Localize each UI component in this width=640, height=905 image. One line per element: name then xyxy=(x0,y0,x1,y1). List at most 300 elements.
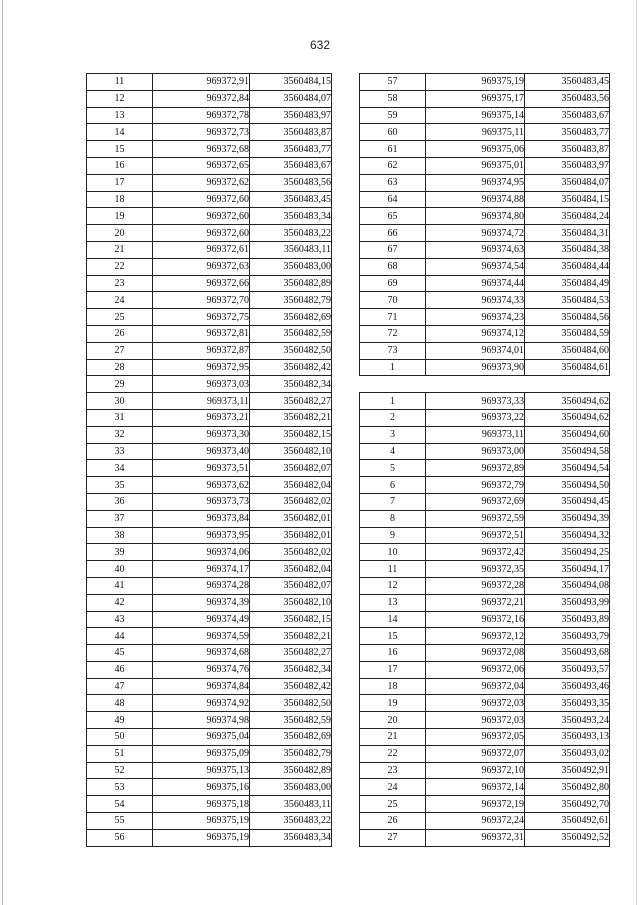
y-coordinate-cell: 3560483,00 xyxy=(250,779,332,796)
x-coordinate-cell: 969373,51 xyxy=(153,460,250,477)
x-coordinate-cell: 969374,88 xyxy=(426,191,525,208)
table-row xyxy=(87,493,332,510)
y-coordinate-cell: 3560492,52 xyxy=(525,829,610,846)
point-number-cell: 43 xyxy=(87,611,153,628)
y-coordinate-cell: 3560494,54 xyxy=(525,460,610,477)
x-coordinate-cell: 969373,00 xyxy=(426,443,525,460)
point-number-cell: 65 xyxy=(360,208,426,225)
x-coordinate-cell: 969373,84 xyxy=(153,510,250,527)
x-coordinate-cell: 969374,63 xyxy=(426,241,525,258)
point-number-cell: 14 xyxy=(360,611,426,628)
y-coordinate-cell: 3560483,67 xyxy=(525,107,610,124)
x-coordinate-cell: 969374,76 xyxy=(153,661,250,678)
table-row xyxy=(87,527,332,544)
x-coordinate-cell: 969372,06 xyxy=(426,661,525,678)
y-coordinate-cell: 3560484,60 xyxy=(525,342,610,359)
x-coordinate-cell: 969375,19 xyxy=(426,74,525,91)
y-coordinate-cell: 3560482,79 xyxy=(250,292,332,309)
point-number-cell: 23 xyxy=(87,275,153,292)
y-coordinate-cell: 3560493,46 xyxy=(525,678,610,695)
point-number-cell: 2 xyxy=(360,409,426,426)
y-coordinate-cell: 3560492,70 xyxy=(525,796,610,813)
x-coordinate-cell: 969372,66 xyxy=(153,275,250,292)
point-number-cell: 44 xyxy=(87,628,153,645)
x-coordinate-cell: 969375,14 xyxy=(426,107,525,124)
y-coordinate-cell: 3560482,27 xyxy=(250,393,332,410)
point-number-cell: 10 xyxy=(360,544,426,561)
point-number-cell: 56 xyxy=(87,829,153,846)
table-row xyxy=(360,510,610,527)
y-coordinate-cell: 3560493,99 xyxy=(525,594,610,611)
y-coordinate-cell: 3560482,10 xyxy=(250,594,332,611)
coordinates-table-left xyxy=(86,73,332,847)
y-coordinate-cell: 3560493,35 xyxy=(525,695,610,712)
point-number-cell: 1 xyxy=(360,359,426,376)
point-number-cell: 29 xyxy=(87,376,153,393)
table-row xyxy=(360,409,610,426)
table-row xyxy=(360,796,610,813)
y-coordinate-cell: 3560494,58 xyxy=(525,443,610,460)
point-number-cell: 47 xyxy=(87,678,153,695)
y-coordinate-cell: 3560493,57 xyxy=(525,661,610,678)
y-coordinate-cell: 3560482,04 xyxy=(250,561,332,578)
y-coordinate-cell: 3560483,00 xyxy=(250,258,332,275)
point-number-cell: 48 xyxy=(87,695,153,712)
y-coordinate-cell: 3560493,24 xyxy=(525,712,610,729)
point-number-cell: 59 xyxy=(360,107,426,124)
point-number-cell: 33 xyxy=(87,443,153,460)
x-coordinate-cell: 969372,21 xyxy=(426,594,525,611)
x-coordinate-cell: 969372,69 xyxy=(426,493,525,510)
point-number-cell: 38 xyxy=(87,527,153,544)
y-coordinate-cell: 3560492,80 xyxy=(525,779,610,796)
y-coordinate-cell: 3560482,59 xyxy=(250,712,332,729)
y-coordinate-cell: 3560482,02 xyxy=(250,493,332,510)
x-coordinate-cell: 969375,04 xyxy=(153,729,250,746)
x-coordinate-cell: 969373,40 xyxy=(153,443,250,460)
table-row xyxy=(360,74,610,91)
table-row xyxy=(87,359,332,376)
y-coordinate-cell: 3560494,62 xyxy=(525,393,610,410)
x-coordinate-cell: 969372,62 xyxy=(153,174,250,191)
x-coordinate-cell: 969375,13 xyxy=(153,762,250,779)
scan-edge-left xyxy=(2,0,3,905)
point-number-cell: 51 xyxy=(87,745,153,762)
table-row xyxy=(87,393,332,410)
x-coordinate-cell: 969372,42 xyxy=(426,544,525,561)
x-coordinate-cell: 969374,01 xyxy=(426,342,525,359)
table-row xyxy=(87,577,332,594)
y-coordinate-cell: 3560494,08 xyxy=(525,577,610,594)
table-row xyxy=(360,577,610,594)
x-coordinate-cell: 969375,17 xyxy=(426,90,525,107)
x-coordinate-cell: 969374,12 xyxy=(426,325,525,342)
table-row xyxy=(360,594,610,611)
y-coordinate-cell: 3560484,07 xyxy=(250,90,332,107)
x-coordinate-cell: 969374,39 xyxy=(153,594,250,611)
y-coordinate-cell: 3560483,56 xyxy=(525,90,610,107)
table-row xyxy=(360,141,610,158)
table-row xyxy=(360,544,610,561)
point-number-cell: 71 xyxy=(360,309,426,326)
table-row xyxy=(87,342,332,359)
table-row xyxy=(360,107,610,124)
point-number-cell: 8 xyxy=(360,510,426,527)
x-coordinate-cell: 969374,95 xyxy=(426,174,525,191)
y-coordinate-cell: 3560484,15 xyxy=(525,191,610,208)
y-coordinate-cell: 3560484,44 xyxy=(525,258,610,275)
point-number-cell: 50 xyxy=(87,729,153,746)
table-row xyxy=(360,208,610,225)
table-row xyxy=(87,796,332,813)
point-number-cell: 69 xyxy=(360,275,426,292)
y-coordinate-cell: 3560492,91 xyxy=(525,762,610,779)
y-coordinate-cell: 3560484,59 xyxy=(525,325,610,342)
point-number-cell: 3 xyxy=(360,426,426,443)
point-number-cell: 25 xyxy=(87,309,153,326)
y-coordinate-cell: 3560483,22 xyxy=(250,813,332,830)
y-coordinate-cell: 3560483,11 xyxy=(250,796,332,813)
y-coordinate-cell: 3560484,15 xyxy=(250,74,332,91)
table-row xyxy=(87,745,332,762)
x-coordinate-cell: 969375,11 xyxy=(426,124,525,141)
table-row xyxy=(87,107,332,124)
point-number-cell: 17 xyxy=(87,174,153,191)
point-number-cell: 35 xyxy=(87,477,153,494)
x-coordinate-cell: 969374,80 xyxy=(426,208,525,225)
scan-edge-right xyxy=(636,0,637,905)
point-number-cell: 13 xyxy=(87,107,153,124)
y-coordinate-cell: 3560482,50 xyxy=(250,342,332,359)
x-coordinate-cell: 969372,24 xyxy=(426,813,525,830)
table-row xyxy=(87,191,332,208)
section-separator-row xyxy=(360,376,610,393)
y-coordinate-cell: 3560482,89 xyxy=(250,762,332,779)
table-row xyxy=(360,342,610,359)
table-row xyxy=(360,275,610,292)
point-number-cell: 30 xyxy=(87,393,153,410)
y-coordinate-cell: 3560482,42 xyxy=(250,678,332,695)
x-coordinate-cell: 969375,09 xyxy=(153,745,250,762)
x-coordinate-cell: 969373,21 xyxy=(153,409,250,426)
point-number-cell: 15 xyxy=(87,141,153,158)
point-number-cell: 39 xyxy=(87,544,153,561)
table-row xyxy=(87,309,332,326)
y-coordinate-cell: 3560494,45 xyxy=(525,493,610,510)
x-coordinate-cell: 969374,33 xyxy=(426,292,525,309)
point-number-cell: 67 xyxy=(360,241,426,258)
point-number-cell: 45 xyxy=(87,645,153,662)
table-row xyxy=(87,544,332,561)
table-row xyxy=(360,225,610,242)
point-number-cell: 25 xyxy=(360,796,426,813)
x-coordinate-cell: 969372,91 xyxy=(153,74,250,91)
x-coordinate-cell: 969374,84 xyxy=(153,678,250,695)
x-coordinate-cell: 969372,59 xyxy=(426,510,525,527)
y-coordinate-cell: 3560494,25 xyxy=(525,544,610,561)
point-number-cell: 24 xyxy=(87,292,153,309)
point-number-cell: 61 xyxy=(360,141,426,158)
y-coordinate-cell: 3560483,67 xyxy=(250,157,332,174)
point-number-cell: 52 xyxy=(87,762,153,779)
x-coordinate-cell: 969372,81 xyxy=(153,325,250,342)
y-coordinate-cell: 3560484,24 xyxy=(525,208,610,225)
table-row xyxy=(360,191,610,208)
point-number-cell: 11 xyxy=(360,561,426,578)
point-number-cell: 9 xyxy=(360,527,426,544)
table-row xyxy=(87,561,332,578)
x-coordinate-cell: 969372,35 xyxy=(426,561,525,578)
x-coordinate-cell: 969372,08 xyxy=(426,645,525,662)
x-coordinate-cell: 969372,03 xyxy=(426,695,525,712)
point-number-cell: 21 xyxy=(360,729,426,746)
table-row xyxy=(87,426,332,443)
y-coordinate-cell: 3560494,62 xyxy=(525,409,610,426)
table-row xyxy=(87,258,332,275)
x-coordinate-cell: 969373,33 xyxy=(426,393,525,410)
table-row xyxy=(87,661,332,678)
y-coordinate-cell: 3560493,89 xyxy=(525,611,610,628)
y-coordinate-cell: 3560494,60 xyxy=(525,426,610,443)
y-coordinate-cell: 3560483,22 xyxy=(250,225,332,242)
x-coordinate-cell: 969372,84 xyxy=(153,90,250,107)
x-coordinate-cell: 969373,90 xyxy=(426,359,525,376)
table-row xyxy=(360,729,610,746)
table-row xyxy=(360,645,610,662)
x-coordinate-cell: 969372,28 xyxy=(426,577,525,594)
point-number-cell: 36 xyxy=(87,493,153,510)
table-row xyxy=(360,678,610,695)
y-coordinate-cell: 3560482,27 xyxy=(250,645,332,662)
y-coordinate-cell: 3560493,79 xyxy=(525,628,610,645)
x-coordinate-cell: 969372,03 xyxy=(426,712,525,729)
x-coordinate-cell: 969373,22 xyxy=(426,409,525,426)
x-coordinate-cell: 969372,61 xyxy=(153,241,250,258)
y-coordinate-cell: 3560484,38 xyxy=(525,241,610,258)
y-coordinate-cell: 3560483,77 xyxy=(525,124,610,141)
point-number-cell: 37 xyxy=(87,510,153,527)
x-coordinate-cell: 969372,04 xyxy=(426,678,525,695)
table-row xyxy=(87,90,332,107)
point-number-cell: 42 xyxy=(87,594,153,611)
x-coordinate-cell: 969375,18 xyxy=(153,796,250,813)
y-coordinate-cell: 3560483,45 xyxy=(525,74,610,91)
table-row xyxy=(87,174,332,191)
point-number-cell: 11 xyxy=(87,74,153,91)
table-row xyxy=(87,695,332,712)
table-row xyxy=(87,325,332,342)
y-coordinate-cell: 3560482,15 xyxy=(250,426,332,443)
point-number-cell: 73 xyxy=(360,342,426,359)
y-coordinate-cell: 3560483,97 xyxy=(525,157,610,174)
y-coordinate-cell: 3560494,39 xyxy=(525,510,610,527)
x-coordinate-cell: 969372,87 xyxy=(153,342,250,359)
table-row xyxy=(87,409,332,426)
point-number-cell: 26 xyxy=(360,813,426,830)
table-row xyxy=(87,729,332,746)
y-coordinate-cell: 3560483,56 xyxy=(250,174,332,191)
x-coordinate-cell: 969373,03 xyxy=(153,376,250,393)
table-row xyxy=(87,645,332,662)
point-number-cell: 55 xyxy=(87,813,153,830)
table-row xyxy=(360,174,610,191)
table-row xyxy=(87,460,332,477)
x-coordinate-cell: 969372,63 xyxy=(153,258,250,275)
y-coordinate-cell: 3560482,02 xyxy=(250,544,332,561)
x-coordinate-cell: 969372,16 xyxy=(426,611,525,628)
point-number-cell: 20 xyxy=(87,225,153,242)
x-coordinate-cell: 969372,73 xyxy=(153,124,250,141)
point-number-cell: 13 xyxy=(360,594,426,611)
y-coordinate-cell: 3560482,21 xyxy=(250,409,332,426)
table-row xyxy=(360,477,610,494)
y-coordinate-cell: 3560483,11 xyxy=(250,241,332,258)
table-row xyxy=(87,208,332,225)
y-coordinate-cell: 3560483,77 xyxy=(250,141,332,158)
table-row xyxy=(360,628,610,645)
point-number-cell: 22 xyxy=(360,745,426,762)
point-number-cell: 49 xyxy=(87,712,153,729)
point-number-cell: 1 xyxy=(360,393,426,410)
table-row xyxy=(360,325,610,342)
y-coordinate-cell: 3560482,34 xyxy=(250,661,332,678)
point-number-cell: 24 xyxy=(360,779,426,796)
table-row xyxy=(87,678,332,695)
x-coordinate-cell: 969374,44 xyxy=(426,275,525,292)
point-number-cell: 12 xyxy=(87,90,153,107)
point-number-cell: 68 xyxy=(360,258,426,275)
table-row xyxy=(360,443,610,460)
table-row xyxy=(360,241,610,258)
x-coordinate-cell: 969373,95 xyxy=(153,527,250,544)
table-row xyxy=(87,829,332,846)
point-number-cell: 5 xyxy=(360,460,426,477)
x-coordinate-cell: 969374,72 xyxy=(426,225,525,242)
point-number-cell: 16 xyxy=(360,645,426,662)
y-coordinate-cell: 3560484,61 xyxy=(525,359,610,376)
table-row xyxy=(87,275,332,292)
table-row xyxy=(360,661,610,678)
point-number-cell: 27 xyxy=(360,829,426,846)
table-row xyxy=(360,745,610,762)
y-coordinate-cell: 3560482,01 xyxy=(250,510,332,527)
point-number-cell: 63 xyxy=(360,174,426,191)
point-number-cell: 70 xyxy=(360,292,426,309)
table-row xyxy=(360,258,610,275)
table-row xyxy=(360,527,610,544)
table-row xyxy=(87,443,332,460)
point-number-cell: 16 xyxy=(87,157,153,174)
table-row xyxy=(360,712,610,729)
y-coordinate-cell: 3560482,15 xyxy=(250,611,332,628)
table-row xyxy=(360,124,610,141)
table-row xyxy=(360,561,610,578)
y-coordinate-cell: 3560482,01 xyxy=(250,527,332,544)
y-coordinate-cell: 3560482,69 xyxy=(250,729,332,746)
point-number-cell: 58 xyxy=(360,90,426,107)
y-coordinate-cell: 3560494,50 xyxy=(525,477,610,494)
y-coordinate-cell: 3560484,53 xyxy=(525,292,610,309)
table-row xyxy=(87,477,332,494)
y-coordinate-cell: 3560482,07 xyxy=(250,460,332,477)
table-row xyxy=(87,510,332,527)
y-coordinate-cell: 3560493,13 xyxy=(525,729,610,746)
y-coordinate-cell: 3560482,07 xyxy=(250,577,332,594)
table-row xyxy=(360,611,610,628)
table-row xyxy=(360,157,610,174)
table-row xyxy=(360,762,610,779)
table-row xyxy=(87,157,332,174)
y-coordinate-cell: 3560493,02 xyxy=(525,745,610,762)
point-number-cell: 19 xyxy=(87,208,153,225)
x-coordinate-cell: 969375,19 xyxy=(153,813,250,830)
y-coordinate-cell: 3560483,45 xyxy=(250,191,332,208)
table-row xyxy=(360,460,610,477)
point-number-cell: 34 xyxy=(87,460,153,477)
point-number-cell: 27 xyxy=(87,342,153,359)
y-coordinate-cell: 3560484,31 xyxy=(525,225,610,242)
point-number-cell: 6 xyxy=(360,477,426,494)
table-row xyxy=(360,359,610,376)
x-coordinate-cell: 969374,23 xyxy=(426,309,525,326)
table-row xyxy=(360,493,610,510)
y-coordinate-cell: 3560483,34 xyxy=(250,208,332,225)
separator-cell xyxy=(360,376,610,393)
point-number-cell: 18 xyxy=(360,678,426,695)
x-coordinate-cell: 969374,92 xyxy=(153,695,250,712)
table-row xyxy=(360,779,610,796)
x-coordinate-cell: 969372,78 xyxy=(153,107,250,124)
point-number-cell: 32 xyxy=(87,426,153,443)
table-row xyxy=(87,124,332,141)
x-coordinate-cell: 969375,16 xyxy=(153,779,250,796)
table-row xyxy=(360,292,610,309)
point-number-cell: 4 xyxy=(360,443,426,460)
x-coordinate-cell: 969372,89 xyxy=(426,460,525,477)
point-number-cell: 41 xyxy=(87,577,153,594)
x-coordinate-cell: 969372,19 xyxy=(426,796,525,813)
point-number-cell: 28 xyxy=(87,359,153,376)
point-number-cell: 64 xyxy=(360,191,426,208)
x-coordinate-cell: 969372,60 xyxy=(153,208,250,225)
y-coordinate-cell: 3560494,17 xyxy=(525,561,610,578)
table-row xyxy=(87,611,332,628)
y-coordinate-cell: 3560483,87 xyxy=(250,124,332,141)
point-number-cell: 18 xyxy=(87,191,153,208)
page-number: 632 xyxy=(309,38,331,52)
x-coordinate-cell: 969373,11 xyxy=(426,426,525,443)
x-coordinate-cell: 969372,14 xyxy=(426,779,525,796)
x-coordinate-cell: 969374,54 xyxy=(426,258,525,275)
x-coordinate-cell: 969372,70 xyxy=(153,292,250,309)
table-row xyxy=(87,762,332,779)
y-coordinate-cell: 3560482,34 xyxy=(250,376,332,393)
point-number-cell: 21 xyxy=(87,241,153,258)
table-row xyxy=(360,829,610,846)
x-coordinate-cell: 969374,06 xyxy=(153,544,250,561)
y-coordinate-cell: 3560492,61 xyxy=(525,813,610,830)
y-coordinate-cell: 3560482,59 xyxy=(250,325,332,342)
y-coordinate-cell: 3560494,32 xyxy=(525,527,610,544)
table-row xyxy=(87,376,332,393)
point-number-cell: 31 xyxy=(87,409,153,426)
table-row xyxy=(360,309,610,326)
point-number-cell: 72 xyxy=(360,325,426,342)
x-coordinate-cell: 969374,98 xyxy=(153,712,250,729)
x-coordinate-cell: 969372,75 xyxy=(153,309,250,326)
point-number-cell: 19 xyxy=(360,695,426,712)
x-coordinate-cell: 969372,12 xyxy=(426,628,525,645)
